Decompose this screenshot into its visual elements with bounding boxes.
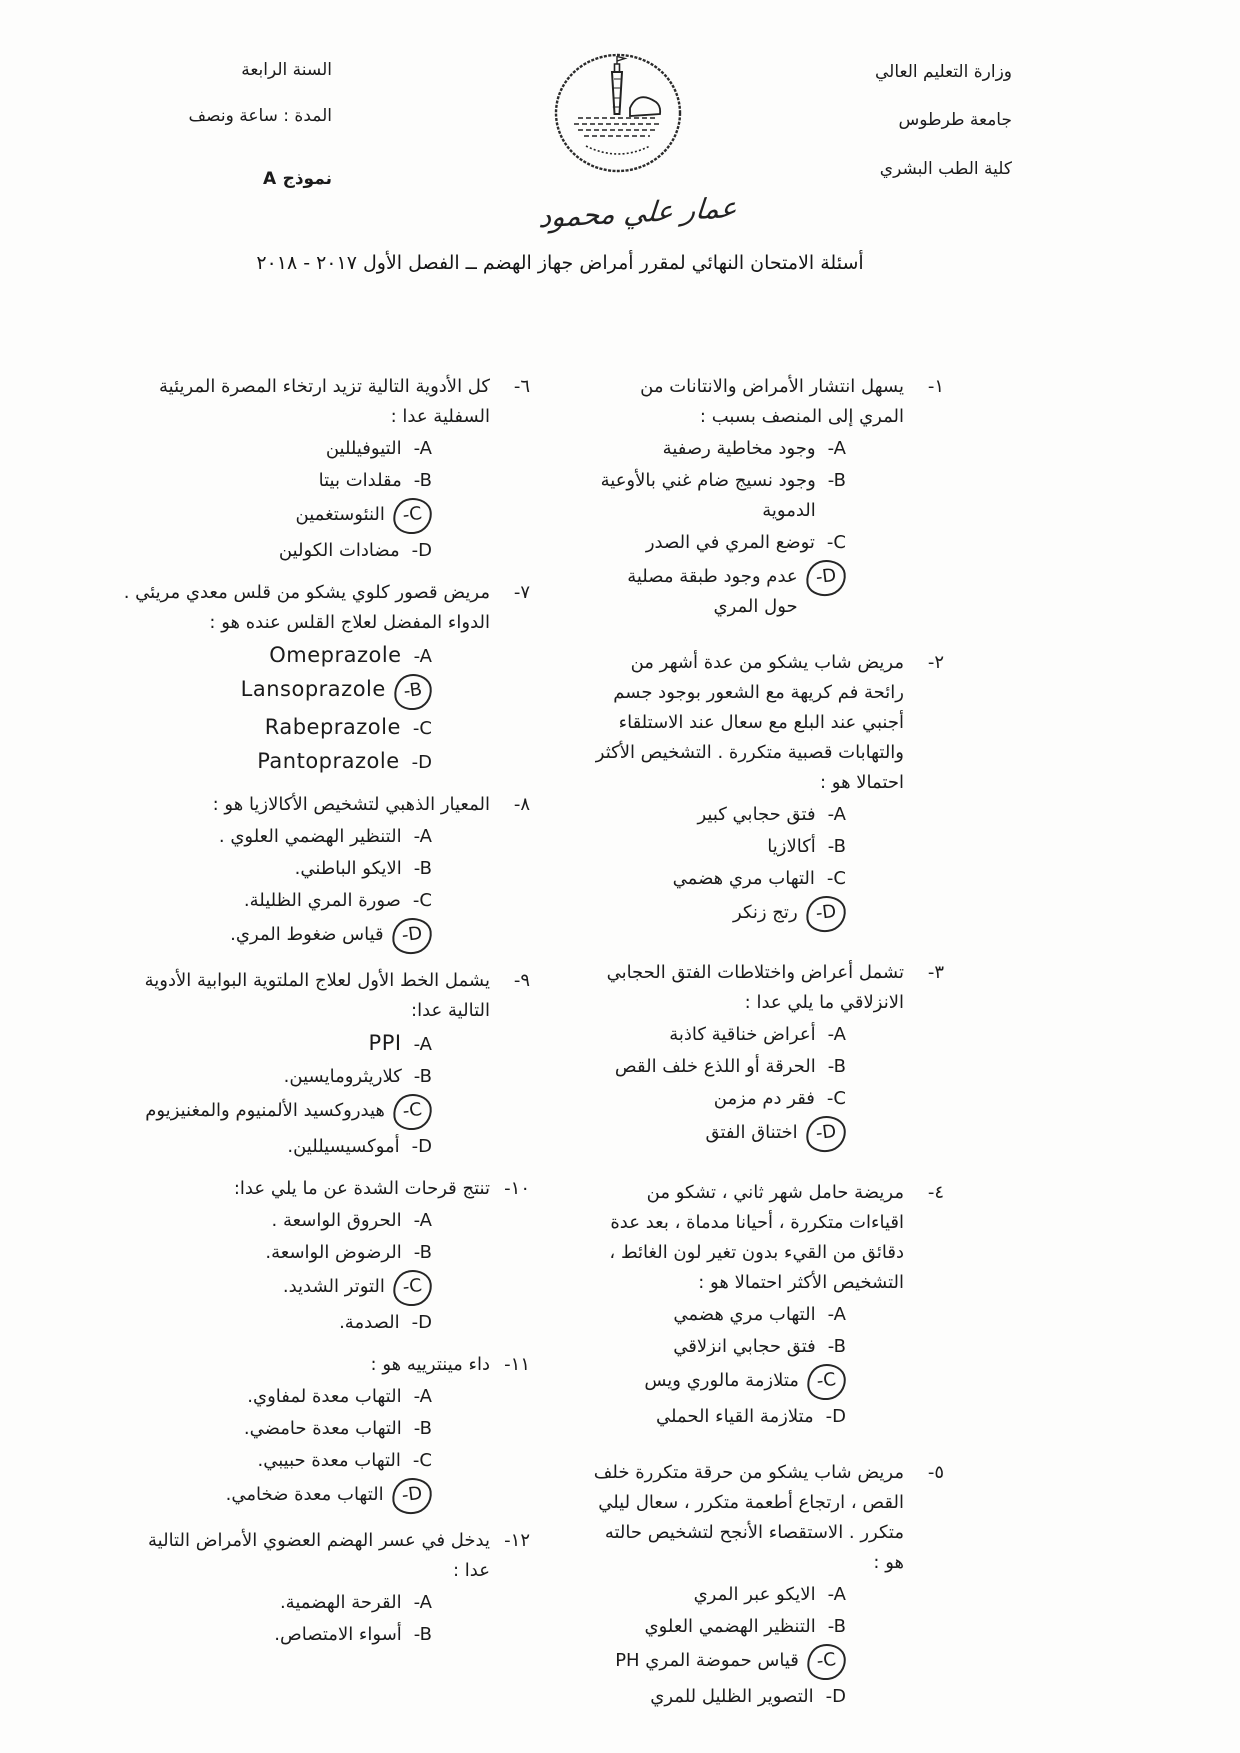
option-text: فقر دم مزمن (713, 1088, 815, 1109)
option-text: كلاريثرومايسين. (283, 1066, 402, 1087)
option-D (122, 746, 432, 778)
circled-answer-letter: -D (804, 558, 848, 599)
option-letter: -B (827, 470, 846, 491)
question-٣ (592, 958, 944, 1154)
option-A (592, 434, 846, 464)
options-list (592, 1580, 904, 1712)
question-text: كل الأدوية التالية تزيد ارتخاء المصرة المريئية السفلية عدا : (158, 376, 490, 427)
option-A (592, 1020, 846, 1050)
option-letter: -D (825, 1686, 846, 1707)
option-A (122, 1382, 432, 1412)
circled-answer-letter: -C (391, 1268, 434, 1308)
option-B (122, 1620, 432, 1650)
question-number: -٧ (513, 582, 530, 603)
questions-column-right (592, 372, 944, 1738)
question-text: مريض قصور كلوي يشكو من قلس معدي مريئي . الدواء المفضل لعلاج القلس عنده هو : (123, 582, 490, 633)
question-١٠ (122, 1174, 530, 1340)
option-letter: -B (413, 1066, 432, 1087)
exam-title: أسئلة الامتحان النهائي لمقرر أمراض جهاز الهضم ــ الفصل الأول ٢٠١٧ - ٢٠١٨ (256, 252, 864, 274)
question-body (122, 790, 490, 956)
option-D (592, 1116, 846, 1152)
question-٦ (122, 372, 530, 568)
option-B (122, 1414, 432, 1444)
option-letter: -A (413, 1592, 432, 1613)
option-letter: -A (827, 1584, 846, 1605)
option-text: أكالازيا (767, 836, 816, 857)
question-٨ (122, 790, 530, 956)
ministry-name: وزارة التعليم العالي (874, 62, 1012, 82)
option-B (122, 1238, 432, 1268)
circled-answer-letter: -C (805, 1642, 848, 1682)
question-number: -٩ (513, 970, 530, 991)
question-٧ (122, 578, 530, 780)
question-text: المعيار الذهبي لتشخيص الأكالازيا هو : (212, 794, 490, 815)
option-letter: -B (827, 1616, 846, 1637)
question-body (122, 578, 490, 780)
option-text: Rabeprazole (264, 715, 401, 739)
option-letter: -D (411, 752, 432, 773)
option-text: التنظير الهضمي العلوي (644, 1616, 816, 1637)
option-text: التهاب مري هضمي (672, 868, 815, 889)
option-letter: -D (825, 1406, 846, 1427)
option-letter: -B (413, 1624, 432, 1645)
question-body (592, 372, 904, 624)
faculty-name: كلية الطب البشري (879, 158, 1012, 179)
option-letter: -C (412, 890, 432, 911)
options-list (122, 1382, 490, 1514)
option-text: القرحة الهضمية. (279, 1592, 402, 1613)
option-text: متلازمة القياء الحملي (655, 1406, 814, 1427)
options-list (592, 434, 904, 622)
option-text: التصوير الظليل للمري (650, 1686, 814, 1707)
options-list (122, 1206, 490, 1338)
option-C (592, 1084, 846, 1114)
question-text: يدخل في عسر الهضم العضوي الأمراض التالية عدا : (148, 1530, 490, 1581)
option-text: التوتر الشديد. (282, 1276, 385, 1297)
option-text: اختناق الفتق (705, 1122, 798, 1143)
option-letter: -B (827, 836, 846, 857)
option-text: فتق حجابي كبير (697, 804, 816, 825)
question-number: -٨ (513, 794, 530, 815)
question-number: -١٠ (504, 1178, 530, 1199)
options-list (592, 1020, 904, 1152)
option-text: التهاب معدة لمفاوي. (247, 1386, 402, 1407)
questions-column-left (122, 372, 530, 1662)
option-text: أعراض خناقية كاذبة (669, 1024, 816, 1045)
option-letter: -C (826, 1088, 846, 1109)
option-D (122, 1308, 432, 1338)
study-year: السنة الرابعة (241, 60, 332, 80)
question-١ (592, 372, 944, 624)
question-number: -١ (927, 376, 944, 397)
option-D (592, 1682, 846, 1712)
option-text: الحروق الواسعة . (271, 1210, 402, 1231)
option-B (122, 1062, 432, 1092)
option-letter: -A (413, 646, 432, 667)
option-text: التنظير الهضمي العلوي . (218, 826, 402, 847)
option-text: Lansoprazole (240, 677, 386, 701)
option-letter: -D (411, 1136, 432, 1157)
option-text: الحرقة أو اللذع خلف القص (614, 1056, 816, 1077)
question-٢ (592, 648, 944, 934)
option-text: قياس ضغوط المري. (230, 924, 384, 945)
option-letter: -B (413, 1418, 432, 1439)
option-text: رتج زنكر (733, 902, 798, 923)
option-letter: -C (412, 1450, 432, 1471)
option-text: وجود مخاطية رصفية (662, 438, 816, 459)
option-B (592, 1332, 846, 1362)
option-A (592, 800, 846, 830)
question-body (592, 648, 904, 934)
options-list (592, 800, 904, 932)
option-text: التهاب مري هضمي (673, 1304, 816, 1325)
option-A (122, 640, 432, 672)
question-text: يسهل انتشار الأمراض والانتانات من المري إلى المنصف بسبب : (640, 376, 904, 427)
option-A (122, 822, 432, 852)
option-text: فتق حجابي انزلاقي (673, 1336, 816, 1357)
circled-answer-letter: -C (391, 1092, 434, 1132)
option-B (592, 1612, 846, 1642)
option-C (122, 1270, 432, 1306)
option-B (592, 466, 846, 526)
question-text: مريضة حامل شهر ثاني ، تشكو من اقياءات متكررة ، أحيانا مدماة ، بعد عدة دقائق من القيء بدون تغير لون الغائط ، التشخيص الأكثر احتمالا هو : (609, 1182, 904, 1293)
question-body (592, 1178, 904, 1434)
option-D (122, 1132, 432, 1162)
question-number: -١١ (504, 1354, 530, 1375)
question-text: تنتج قرحات الشدة عن ما يلي عدا: (233, 1178, 490, 1199)
option-text: التهاب معدة حبيبي. (257, 1450, 401, 1471)
options-list (122, 640, 490, 778)
option-letter: -A (827, 1304, 846, 1325)
option-A (592, 1580, 846, 1610)
option-letter: -A (413, 1386, 432, 1407)
circled-answer-letter: -D (804, 894, 848, 935)
option-letter: -C (826, 868, 846, 889)
option-C (122, 886, 432, 916)
question-٥ (592, 1458, 944, 1714)
option-text: التهاب معدة حامضي. (243, 1418, 402, 1439)
circled-answer-letter: -C (805, 1362, 848, 1402)
option-D (592, 896, 846, 932)
option-letter: -B (413, 470, 432, 491)
option-text: أسواء الامتصاص. (274, 1624, 402, 1645)
handwritten-signature: عمار علي محمود (537, 190, 739, 235)
options-list (122, 822, 490, 954)
option-text: Omeprazole (269, 643, 402, 667)
option-B (122, 854, 432, 884)
question-body (592, 1458, 904, 1714)
header-institution-block (875, 62, 1012, 207)
circled-answer-letter: -D (804, 1114, 848, 1155)
option-letter: -B (413, 858, 432, 879)
question-number: -٣ (927, 962, 944, 983)
option-B (122, 466, 432, 496)
option-D (592, 1402, 846, 1432)
university-name: جامعة طرطوس (898, 110, 1012, 131)
question-body (592, 958, 904, 1154)
option-text: Pantoprazole (257, 749, 400, 773)
options-list (122, 1028, 490, 1162)
option-text: متلازمة مالوري ويس (644, 1370, 799, 1391)
header-exam-info-block (162, 60, 332, 215)
question-number: -٢ (927, 652, 944, 673)
option-D (122, 918, 432, 954)
option-C (592, 864, 846, 894)
option-letter: -A (413, 1034, 432, 1055)
option-letter: -D (411, 1312, 432, 1333)
option-letter: -B (827, 1056, 846, 1077)
option-text: مضادات الكولين (278, 540, 400, 561)
option-letter: -A (827, 804, 846, 825)
option-text: صورة المري الظليلة. (243, 890, 401, 911)
option-letter: -C (826, 532, 846, 553)
question-text: مريض شاب يشكو من عدة أشهر من رائحة فم كريهة مع الشعور بوجود جسم أجنبي عند البلع مع سعال عند الاستلقاء والتهابات قصبية متكررة . التشخيص الأكثر احتمالا هو : (595, 652, 904, 793)
option-letter: -B (827, 1336, 846, 1357)
option-letter: -A (413, 1210, 432, 1231)
option-letter: -C (412, 718, 432, 739)
option-C (592, 1644, 846, 1680)
options-list (122, 1588, 490, 1650)
option-text: PPI (368, 1031, 402, 1055)
circled-answer-letter: -C (391, 496, 434, 536)
option-C (122, 1094, 432, 1130)
option-text: توضع المري في الصدر (645, 532, 815, 553)
option-A (122, 1588, 432, 1618)
question-١٢ (122, 1526, 530, 1652)
question-body (122, 372, 490, 568)
question-number: -٦ (513, 376, 530, 397)
question-body (122, 1174, 490, 1340)
option-text: النئوستغمين (295, 504, 385, 525)
option-letter: -B (413, 1242, 432, 1263)
option-A (122, 1206, 432, 1236)
option-B (592, 832, 846, 862)
option-text: هيدروكسيد الألمنيوم والمغنيزيوم (145, 1100, 385, 1121)
option-B (122, 674, 432, 710)
option-text: مقلدات بيتا (318, 470, 402, 491)
options-list (592, 1300, 904, 1432)
university-seal-icon (548, 52, 688, 174)
option-C (592, 1364, 846, 1400)
option-text: الايكو عبر المري (693, 1584, 816, 1605)
option-text: التيوفيللين (325, 438, 402, 459)
question-body (122, 1350, 490, 1516)
circled-answer-letter: -B (392, 672, 434, 712)
option-C (122, 498, 432, 534)
option-text: عدم وجود طبقة مصلية حول المري (627, 566, 798, 617)
option-letter: -A (827, 1024, 846, 1045)
option-letter: -A (413, 438, 432, 459)
option-text: الرضوض الواسعة. (265, 1242, 402, 1263)
option-text: الايكو الباطني. (294, 858, 402, 879)
circled-answer-letter: -D (390, 916, 434, 957)
option-letter: -A (827, 438, 846, 459)
option-C (122, 712, 432, 744)
option-text: التهاب معدة ضخامي. (225, 1484, 384, 1505)
option-D (122, 1478, 432, 1514)
options-list (122, 434, 490, 566)
option-B (592, 1052, 846, 1082)
option-A (122, 1028, 432, 1060)
option-text: أموكسيسيللين. (287, 1136, 400, 1157)
option-text: وجود نسيج ضام غني بالأوعية الدموية (600, 470, 816, 521)
option-C (592, 528, 846, 558)
option-letter: -D (411, 540, 432, 561)
question-text: تشمل أعراض واختلاطات الفتق الحجابي الانزلاقي ما يلي عدا : (606, 962, 904, 1013)
question-number: -٥ (927, 1462, 944, 1483)
question-body (122, 966, 490, 1164)
option-text: قياس حموضة المري PH (615, 1650, 799, 1671)
question-٩ (122, 966, 530, 1164)
question-body (122, 1526, 490, 1652)
option-A (122, 434, 432, 464)
exam-model: نموذج A (262, 168, 332, 189)
option-D (592, 560, 846, 622)
question-text: داء مينترييه هو : (370, 1354, 490, 1375)
option-D (122, 536, 432, 566)
option-text: الصدمة. (339, 1312, 400, 1333)
option-C (122, 1446, 432, 1476)
circled-answer-letter: -D (390, 1476, 434, 1517)
question-number: -١٢ (504, 1530, 530, 1551)
question-text: يشمل الخط الأول لعلاج الملتوية البوابية الأدوية التالية عدا: (144, 970, 490, 1021)
question-number: -٤ (927, 1182, 944, 1203)
question-text: مريض شاب يشكو من حرقة متكررة خلف القص ، ارتجاع أطعمة متكرر ، سعال ليلي متكرر . الاستقصاء الأنجح لتشخيص حالته هو : (593, 1462, 904, 1573)
option-letter: -A (413, 826, 432, 847)
question-٤ (592, 1178, 944, 1434)
exam-duration: المدة : ساعة ونصف (188, 106, 332, 127)
question-١١ (122, 1350, 530, 1516)
option-A (592, 1300, 846, 1330)
